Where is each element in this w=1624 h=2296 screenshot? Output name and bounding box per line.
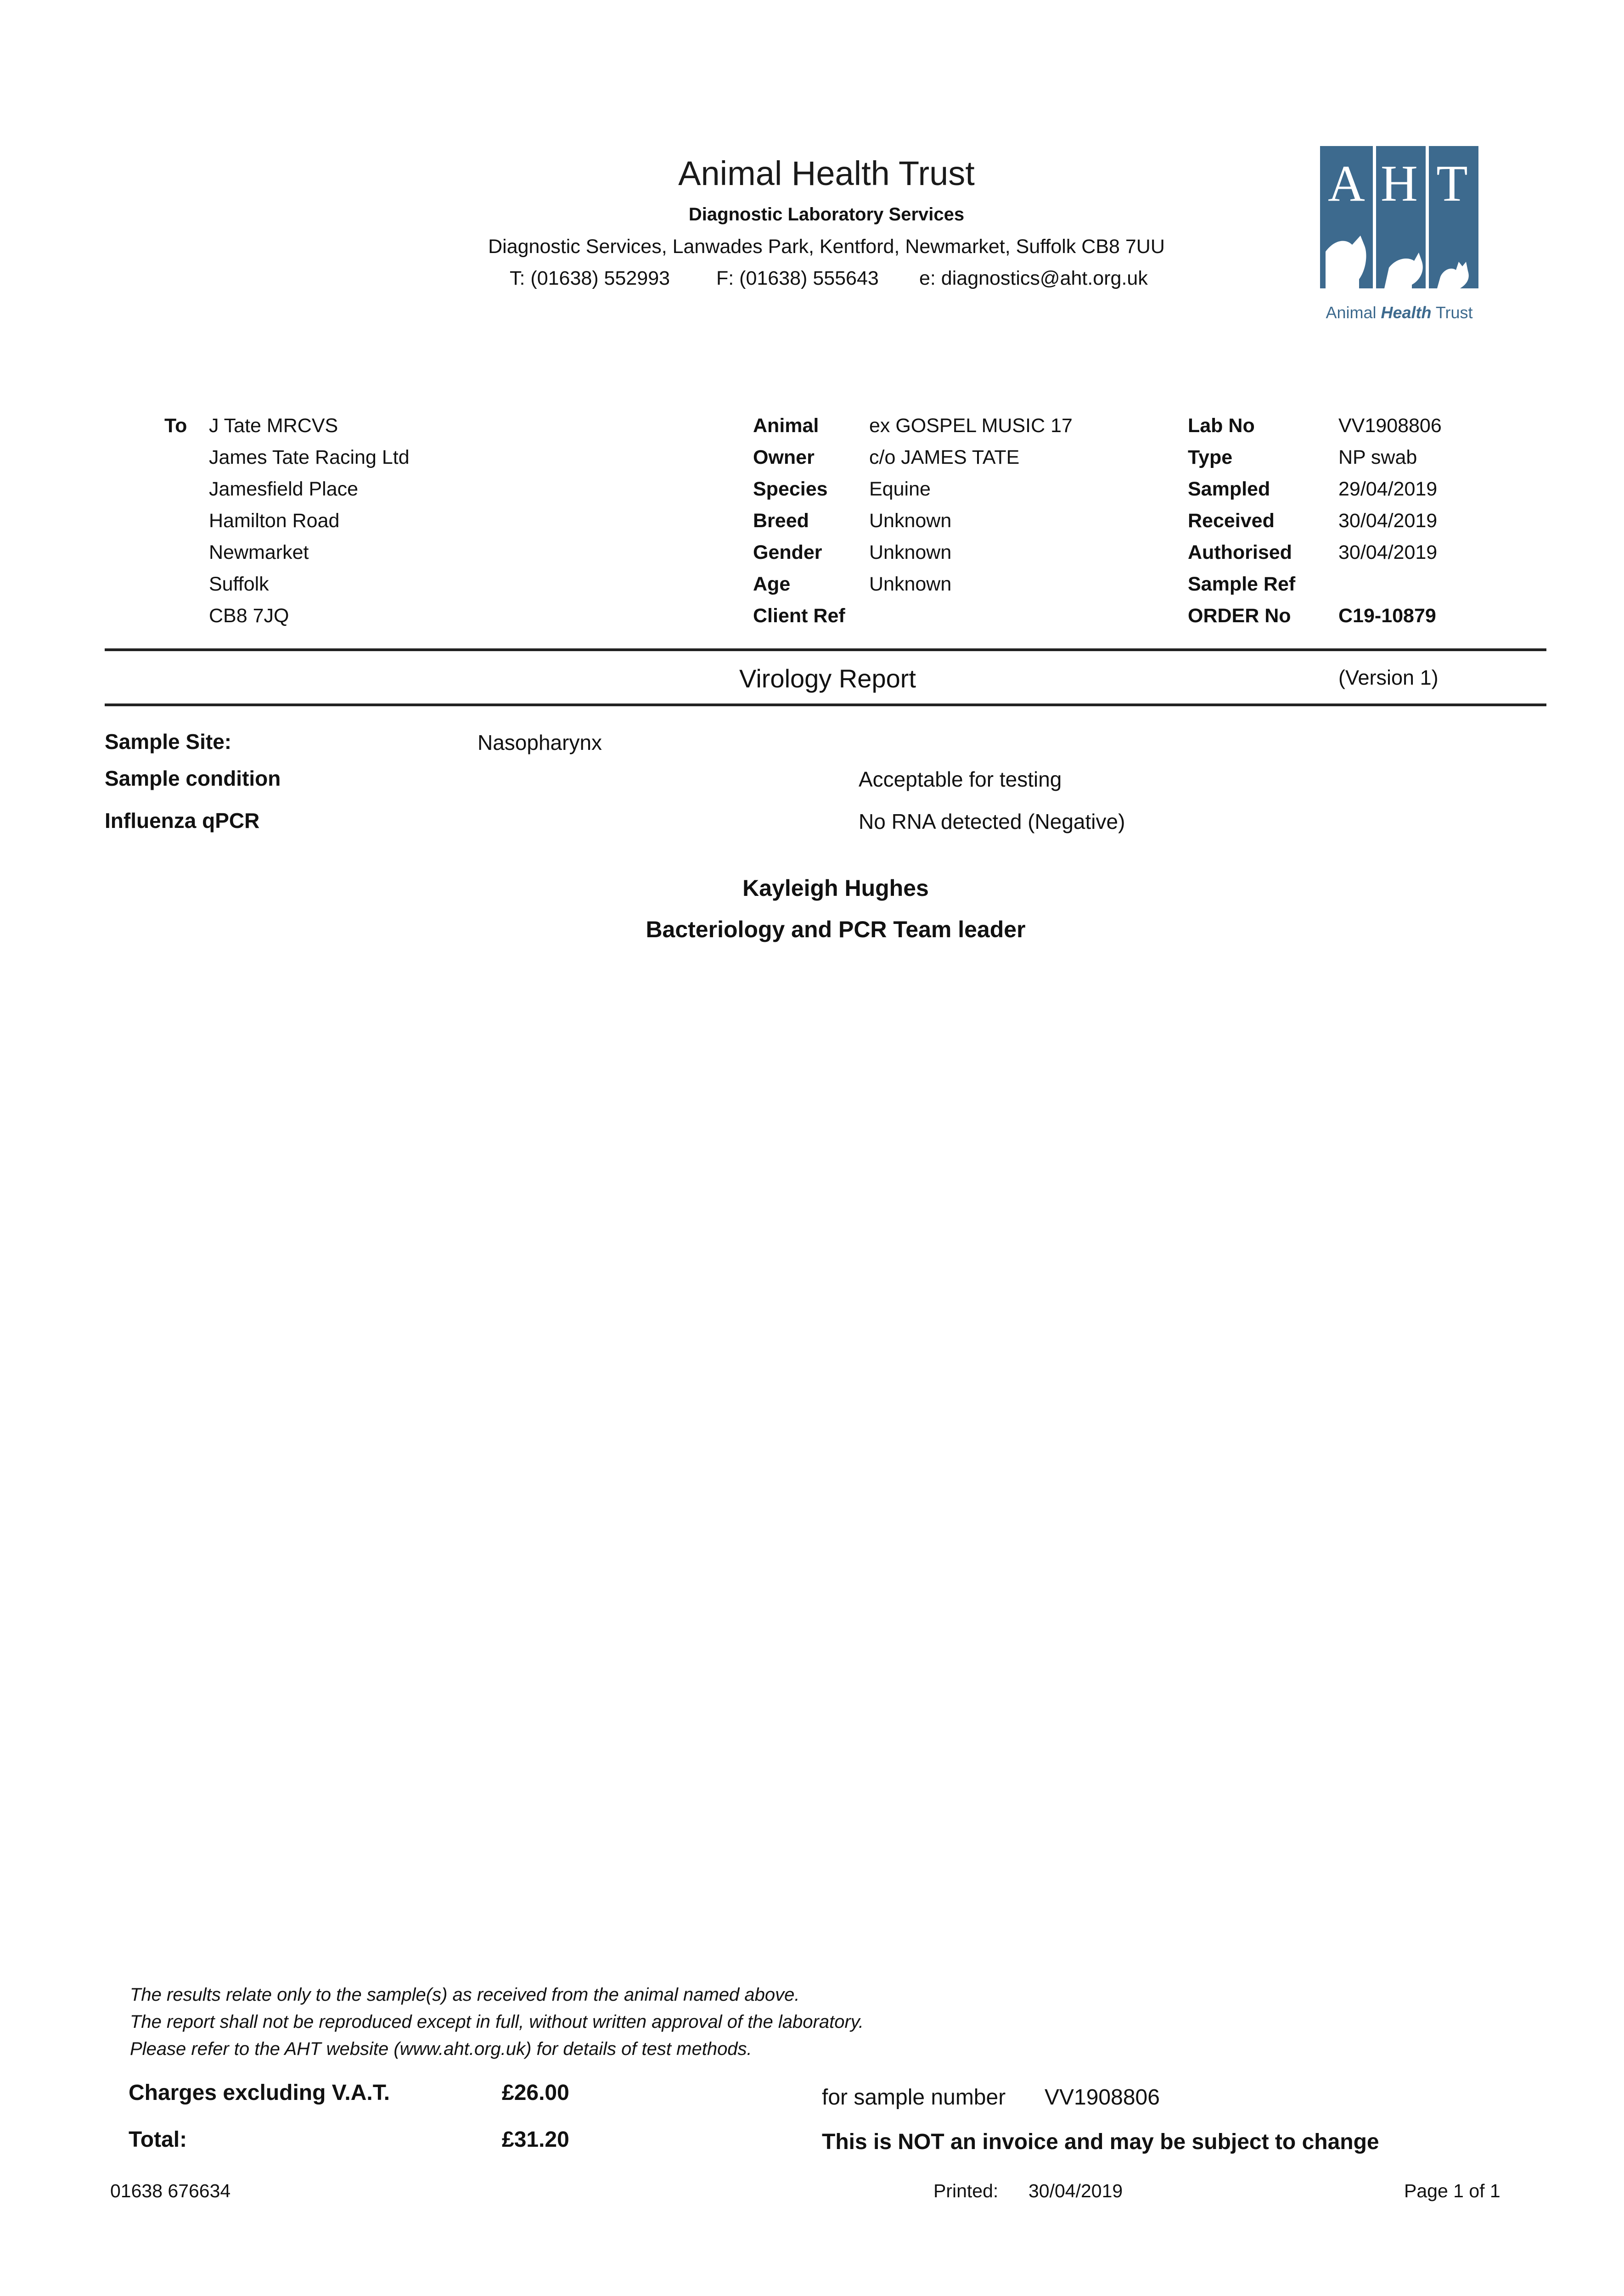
- sampled-value: 29/04/2019: [1338, 478, 1438, 500]
- authorised-value: 30/04/2019: [1338, 541, 1438, 563]
- influenza-test-label: Influenza qPCR: [105, 809, 260, 833]
- animal-silhouettes-icon: [1320, 146, 1478, 288]
- report-title: Virology Report: [739, 664, 916, 693]
- logo-letter-a: A: [1328, 155, 1365, 212]
- received-label: Received: [1188, 510, 1275, 532]
- logo-letter-t: T: [1436, 155, 1468, 212]
- printed-date: 30/04/2019: [1028, 2180, 1123, 2201]
- recipient-line: Newmarket: [209, 541, 309, 563]
- age-value: Unknown: [869, 573, 952, 595]
- sample-number-value: VV1908806: [1045, 2085, 1160, 2110]
- owner-label: Owner: [753, 446, 815, 468]
- footer-phone: 01638 676634: [110, 2180, 231, 2201]
- sample-number-label: for sample number: [822, 2085, 1006, 2110]
- type-label: Type: [1188, 446, 1233, 468]
- to-label: To: [164, 415, 187, 437]
- order-no-value: C19-10879: [1338, 605, 1436, 627]
- disclaimer-line: Please refer to the AHT website (www.aht.org.uk) for details of test methods.: [130, 2039, 752, 2059]
- lab-phone: T: (01638) 552993: [510, 267, 670, 289]
- recipient-line: J Tate MRCVS: [209, 415, 338, 437]
- breed-label: Breed: [753, 510, 809, 532]
- lab-no-label: Lab No: [1188, 415, 1255, 437]
- divider-bottom: [105, 703, 1546, 706]
- species-label: Species: [753, 478, 828, 500]
- logo-caption: Animal Health Trust: [1326, 303, 1473, 322]
- total-value: £31.20: [502, 2127, 569, 2152]
- gender-value: Unknown: [869, 541, 952, 563]
- divider-top: [105, 648, 1546, 651]
- charges-ex-vat-value: £26.00: [502, 2081, 569, 2105]
- sampled-label: Sampled: [1188, 478, 1270, 500]
- sample-ref-label: Sample Ref: [1188, 573, 1296, 595]
- lab-no-value: VV1908806: [1338, 415, 1442, 437]
- recipient-line: CB8 7JQ: [209, 605, 289, 627]
- type-value: NP swab: [1338, 446, 1417, 468]
- recipient-line: Jamesfield Place: [209, 478, 359, 500]
- recipient-line: Suffolk: [209, 573, 269, 595]
- disclaimer-line: The report shall not be reproduced except in full, without written approval of the laboratory.: [130, 2012, 864, 2032]
- lab-address: Diagnostic Services, Lanwades Park, Kentford, Newmarket, Suffolk CB8 7UU: [488, 236, 1165, 258]
- sample-site-value: Nasopharynx: [478, 731, 602, 754]
- logo-letter-h: H: [1381, 155, 1418, 212]
- authorised-label: Authorised: [1188, 541, 1292, 563]
- signatory-name: Kayleigh Hughes: [742, 875, 929, 901]
- owner-value: c/o JAMES TATE: [869, 446, 1020, 468]
- animal-label: Animal: [753, 415, 819, 437]
- page-number: Page 1 of 1: [1404, 2180, 1500, 2201]
- client-ref-label: Client Ref: [753, 605, 845, 627]
- printed-label: Printed:: [933, 2180, 999, 2201]
- animal-value: ex GOSPEL MUSIC 17: [869, 415, 1073, 437]
- order-no-label: ORDER No: [1188, 605, 1291, 627]
- organisation-name: Animal Health Trust: [678, 154, 975, 192]
- report-version: (Version 1): [1338, 666, 1439, 689]
- sample-condition-value: Acceptable for testing: [859, 767, 1062, 791]
- signatory-role: Bacteriology and PCR Team leader: [646, 917, 1026, 942]
- gender-label: Gender: [753, 541, 822, 563]
- influenza-test-result: No RNA detected (Negative): [859, 810, 1125, 833]
- lab-fax: F: (01638) 555643: [716, 267, 879, 289]
- species-value: Equine: [869, 478, 931, 500]
- aht-logo: [1320, 146, 1478, 288]
- total-label: Total:: [129, 2127, 187, 2152]
- sample-site-label: Sample Site:: [105, 730, 232, 754]
- lab-email: e: diagnostics@aht.org.uk: [919, 267, 1148, 289]
- sample-condition-label: Sample condition: [105, 766, 281, 790]
- department-name: Diagnostic Laboratory Services: [688, 204, 965, 225]
- breed-value: Unknown: [869, 510, 952, 532]
- not-invoice-notice: This is NOT an invoice and may be subject to change: [822, 2130, 1379, 2154]
- charges-ex-vat-label: Charges excluding V.A.T.: [129, 2081, 390, 2105]
- recipient-line: James Tate Racing Ltd: [209, 446, 410, 468]
- recipient-line: Hamilton Road: [209, 510, 340, 532]
- received-value: 30/04/2019: [1338, 510, 1438, 532]
- age-label: Age: [753, 573, 791, 595]
- disclaimer-line: The results relate only to the sample(s) as received from the animal named above.: [130, 1985, 800, 2005]
